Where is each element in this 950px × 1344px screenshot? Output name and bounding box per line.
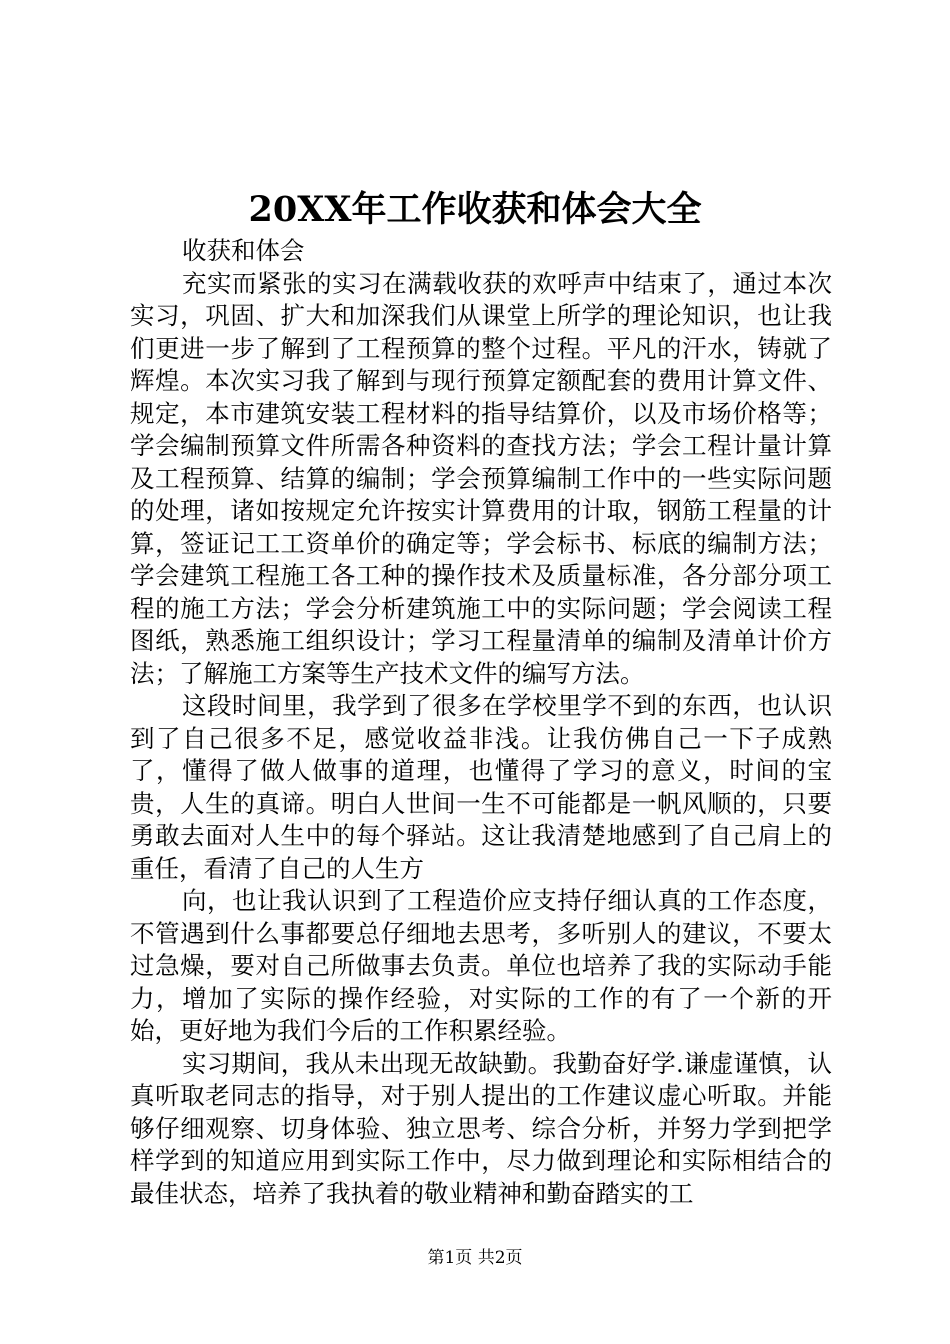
paragraph: 向，也让我认识到了工程造价应支持仔细认真的工作态度，不管遇到什么事都要总仔细地去思考，多听别人的建议，不要太过急燥，要对自己所做事去负责。单位也培养了我的实际动手能力，增加了实际的操作经验，对实际的工作的有了一个新的开始，更好地为我们今后的工作积累经验。 [130, 886, 832, 1045]
section-heading: 收获和体会 [182, 236, 305, 265]
document-body [130, 235, 832, 1210]
page-number: 第1页 共2页 [427, 1248, 523, 1268]
paragraph: 实习期间，我从未出现无故缺勤。我勤奋好学.谦虚谨慎，认真听取老同志的指导，对于别人提出的工作建议虚心听取。并能够仔细观察、切身体验、独立思考、综合分析，并努力学到把学样学到的知道应用到实际工作中，尽力做到理论和实际相结合的最佳状态，培养了我执着的敬业精神和勤奋踏实的工 [130, 1048, 832, 1208]
document-title: 20XX年工作收获和体会大全 [248, 189, 702, 230]
paragraph: 充实而紧张的实习在满载收获的欢呼声中结束了，通过本次实习，巩固、扩大和加深我们从课堂上所学的理论知识，也让我们更进一步了解到了工程预算的整个过程。平凡的汗水，铸就了辉煌。本次实习我了解到与现行预算定额配套的费用计算文件、规定，本市建筑安装工程材料的指导结算价，以及市场价格等；学会编制预算文件所需各种资料的查找方法；学会工程计量计算及工程预算、结算的编制；学会预算编制工作中的一些实际问题的处理，诸如按规定允许按实计算费用的计取，钢筋工程量的计算，签证记工工资单价的确定等；学会标书、标底的编制方法；学会建筑工程施工各工种的操作技术及质量标准，各分部分项工程的施工方法；学会分析建筑施工中的实际问题；学会阅读工程图纸，熟悉施工组织设计；学习工程量清单的编制及清单计价方法；了解施工方案等生产技术文件的编写方法。 [130, 268, 832, 688]
paragraph: 这段时间里，我学到了很多在学校里学不到的东西，也认识到了自己很多不足，感觉收益非浅。让我仿佛自己一下子成熟了，懂得了做人做事的道理，也懂得了学习的意义，时间的宝贵，人生的真谛。明白人世间一生不可能都是一帆风顺的，只要勇敢去面对人生中的每个驿站。这让我清楚地感到了自己肩上的重任，看清了自己的人生方 [130, 691, 832, 883]
